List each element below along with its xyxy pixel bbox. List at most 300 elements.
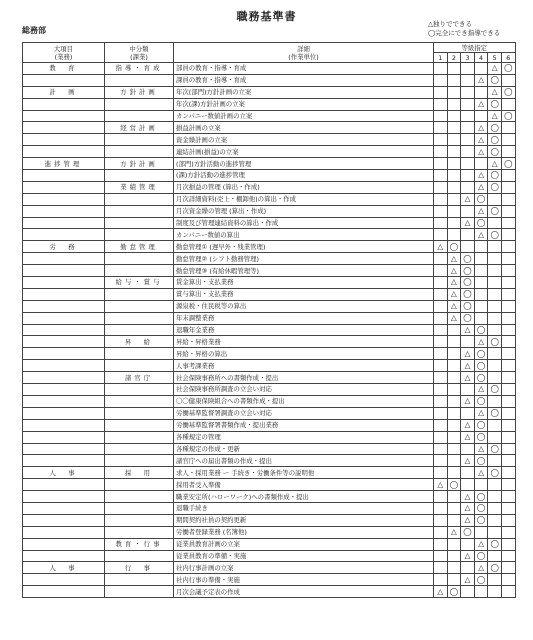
table-body xyxy=(23,63,516,598)
major-category-cell xyxy=(23,193,105,205)
minor-category-cell: 指導・育成 xyxy=(105,63,174,75)
grade-2-mark xyxy=(447,443,461,455)
minor-category-cell xyxy=(105,265,174,277)
major-category-cell: 教 育 xyxy=(23,63,105,75)
grade-1-mark xyxy=(434,526,448,538)
grade-4-mark xyxy=(474,300,488,312)
grade-3-mark xyxy=(461,98,475,110)
minor-category-cell: 方針計画 xyxy=(105,158,174,170)
grade-4-mark: △ xyxy=(474,407,488,419)
grade-2-mark xyxy=(447,181,461,193)
minor-category-cell xyxy=(105,300,174,312)
major-category-cell xyxy=(23,455,105,467)
major-category-cell xyxy=(23,134,105,146)
legend-item-teach: ◯完全にでき指導できる xyxy=(428,29,501,37)
grade-3-mark: △ xyxy=(461,419,475,431)
grade-4-mark xyxy=(474,241,488,253)
grade-5-mark xyxy=(488,550,502,562)
minor-category-cell xyxy=(105,253,174,265)
header-minor: 中分類 (課業) xyxy=(105,43,174,63)
table-row xyxy=(23,63,516,75)
table-row xyxy=(23,229,516,241)
grade-2-mark: ◯ xyxy=(447,479,461,491)
major-category-cell xyxy=(23,277,105,289)
grade-2-mark xyxy=(447,122,461,134)
grade-5-mark xyxy=(488,586,502,598)
detail-cell: (課)方針活動の進捗管理 xyxy=(174,170,434,182)
minor-category-cell xyxy=(105,170,174,182)
page-title: 職務基準書 xyxy=(236,10,297,23)
major-category-cell xyxy=(23,324,105,336)
grade-2-mark xyxy=(447,98,461,110)
table-row xyxy=(23,122,516,134)
grade-1-mark xyxy=(434,205,448,217)
grade-2-mark xyxy=(447,419,461,431)
grade-2-mark: △ xyxy=(447,312,461,324)
grade-6-mark xyxy=(501,324,515,336)
grade-4-mark xyxy=(474,63,488,75)
detail-cell: 各種規定の作成・更新 xyxy=(174,443,434,455)
grade-6-mark xyxy=(501,455,515,467)
header-level-2: 2 xyxy=(447,53,461,63)
legend-item-solo: △独りでできる xyxy=(428,20,472,28)
grade-4-mark: △ xyxy=(474,443,488,455)
major-category-cell xyxy=(23,300,105,312)
grade-4-mark: △ xyxy=(474,181,488,193)
minor-category-cell xyxy=(105,479,174,491)
grade-6-mark xyxy=(501,217,515,229)
grade-6-mark xyxy=(501,312,515,324)
grade-4-mark xyxy=(474,479,488,491)
detail-cell: 社内行事計画の立案 xyxy=(174,562,434,574)
major-category-cell: 人 事 xyxy=(23,562,105,574)
table-row xyxy=(23,74,516,86)
grade-1-mark xyxy=(434,348,448,360)
table-row xyxy=(23,336,516,348)
major-category-cell xyxy=(23,288,105,300)
grade-2-mark xyxy=(447,550,461,562)
grade-1-mark xyxy=(434,217,448,229)
minor-category-cell xyxy=(105,550,174,562)
grade-4-mark: ◯ xyxy=(474,502,488,514)
detail-cell: 課員の教育・指導・育成 xyxy=(174,74,434,86)
table-row xyxy=(23,241,516,253)
table-row xyxy=(23,110,516,122)
grade-3-mark: ◯ xyxy=(461,526,475,538)
grade-3-mark: △ xyxy=(461,431,475,443)
major-category-cell xyxy=(23,122,105,134)
grade-6-mark: ◯ xyxy=(501,86,515,98)
minor-category-cell xyxy=(105,312,174,324)
minor-category-cell xyxy=(105,526,174,538)
grade-2-mark: ◯ xyxy=(447,241,461,253)
header-level-3: 3 xyxy=(461,53,475,63)
grade-2-mark xyxy=(447,502,461,514)
minor-category-cell xyxy=(105,74,174,86)
grade-1-mark xyxy=(434,181,448,193)
grade-1-mark xyxy=(434,372,448,384)
grade-3-mark: △ xyxy=(461,360,475,372)
detail-cell: 人事考課業務 xyxy=(174,360,434,372)
minor-category-cell xyxy=(105,193,174,205)
grade-4-mark: ◯ xyxy=(474,348,488,360)
major-category-cell xyxy=(23,479,105,491)
minor-category-cell xyxy=(105,419,174,431)
grade-1-mark xyxy=(434,63,448,75)
grade-6-mark xyxy=(501,348,515,360)
grade-1-mark xyxy=(434,514,448,526)
grade-3-mark xyxy=(461,181,475,193)
grade-6-mark xyxy=(501,181,515,193)
grade-4-mark xyxy=(474,277,488,289)
detail-cell: 月次資金繰の管理 (算出・作成) xyxy=(174,205,434,217)
grade-2-mark xyxy=(447,229,461,241)
grade-6-mark xyxy=(501,205,515,217)
detail-cell: 賞与算出・支払業務 xyxy=(174,288,434,300)
grade-1-mark xyxy=(434,229,448,241)
grade-5-mark xyxy=(488,479,502,491)
grade-6-mark xyxy=(501,526,515,538)
grade-3-mark: △ xyxy=(461,324,475,336)
detail-cell: 期間契約社員の契約更新 xyxy=(174,514,434,526)
table-row xyxy=(23,574,516,586)
grade-6-mark xyxy=(501,514,515,526)
minor-category-cell xyxy=(105,229,174,241)
grade-4-mark xyxy=(474,312,488,324)
minor-category-cell xyxy=(105,360,174,372)
grade-1-mark xyxy=(434,336,448,348)
grade-3-mark xyxy=(461,586,475,598)
minor-category-cell: 経営計画 xyxy=(105,122,174,134)
table-row xyxy=(23,586,516,598)
grade-6-mark xyxy=(501,502,515,514)
table-row xyxy=(23,170,516,182)
table-row xyxy=(23,205,516,217)
grade-4-mark: ◯ xyxy=(474,491,488,503)
detail-cell: 年次(課)方針計画の立案 xyxy=(174,98,434,110)
grade-4-mark: △ xyxy=(474,467,488,479)
table-row xyxy=(23,372,516,384)
table-row xyxy=(23,419,516,431)
grade-1-mark xyxy=(434,110,448,122)
detail-cell: 月次会議予定表の作成 xyxy=(174,586,434,598)
grade-2-mark xyxy=(447,431,461,443)
grade-4-mark: ◯ xyxy=(474,514,488,526)
table-row xyxy=(23,86,516,98)
grade-2-mark: △ xyxy=(447,300,461,312)
major-category-cell xyxy=(23,526,105,538)
grade-4-mark: △ xyxy=(474,98,488,110)
grade-2-mark xyxy=(447,193,461,205)
grade-2-mark xyxy=(447,63,461,75)
major-category-cell xyxy=(23,372,105,384)
grade-1-mark xyxy=(434,253,448,265)
major-category-cell xyxy=(23,217,105,229)
detail-cell: 退職年金業務 xyxy=(174,324,434,336)
grade-1-mark xyxy=(434,324,448,336)
grade-1-mark xyxy=(434,86,448,98)
grade-3-mark: △ xyxy=(461,372,475,384)
header-major: 大項目 (業務) xyxy=(23,43,105,63)
grade-1-mark xyxy=(434,146,448,158)
minor-category-cell: 行 事 xyxy=(105,562,174,574)
table-row xyxy=(23,193,516,205)
grade-6-mark xyxy=(501,288,515,300)
grade-1-mark xyxy=(434,538,448,550)
minor-category-cell: 業績管理 xyxy=(105,181,174,193)
detail-cell: 労働者登録業務 (名簿他) xyxy=(174,526,434,538)
grade-5-mark xyxy=(488,217,502,229)
minor-category-cell xyxy=(105,324,174,336)
minor-category-cell xyxy=(105,348,174,360)
grade-2-mark xyxy=(447,372,461,384)
minor-category-cell: 採 用 xyxy=(105,467,174,479)
table-row xyxy=(23,217,516,229)
detail-cell: 各種規定の管理 xyxy=(174,431,434,443)
grade-1-mark xyxy=(434,265,448,277)
major-category-cell: 進捗管理 xyxy=(23,158,105,170)
grade-2-mark xyxy=(447,384,461,396)
grade-5-mark: ◯ xyxy=(488,170,502,182)
major-category-cell xyxy=(23,384,105,396)
grade-3-mark xyxy=(461,158,475,170)
grade-2-mark xyxy=(447,574,461,586)
header-level-4: 4 xyxy=(474,53,488,63)
table-row xyxy=(23,514,516,526)
grade-6-mark xyxy=(501,193,515,205)
grade-5-mark xyxy=(488,372,502,384)
grade-6-mark xyxy=(501,253,515,265)
grade-4-mark: △ xyxy=(474,336,488,348)
table-row xyxy=(23,467,516,479)
grade-6-mark xyxy=(501,443,515,455)
grade-4-mark: ◯ xyxy=(474,372,488,384)
detail-cell: 勤怠管理① (遅早外・残業管理) xyxy=(174,241,434,253)
grade-3-mark xyxy=(461,479,475,491)
detail-cell: 社内行事の準備・実施 xyxy=(174,574,434,586)
minor-category-cell xyxy=(105,574,174,586)
detail-cell: 採用者受入準備 xyxy=(174,479,434,491)
grade-6-mark xyxy=(501,384,515,396)
grade-5-mark: ◯ xyxy=(488,336,502,348)
grade-1-mark xyxy=(434,502,448,514)
grade-6-mark xyxy=(501,562,515,574)
minor-category-cell: 方針計画 xyxy=(105,86,174,98)
grade-1-mark xyxy=(434,300,448,312)
grade-4-mark xyxy=(474,526,488,538)
major-category-cell xyxy=(23,491,105,503)
minor-category-cell xyxy=(105,146,174,158)
detail-cell: 勤怠管理③ (有給休暇管理等) xyxy=(174,265,434,277)
grade-2-mark: ◯ xyxy=(447,586,461,598)
table-row xyxy=(23,550,516,562)
grade-4-mark: △ xyxy=(474,74,488,86)
grade-2-mark: △ xyxy=(447,265,461,277)
grade-3-mark: ◯ xyxy=(461,288,475,300)
grade-4-mark: ◯ xyxy=(474,431,488,443)
detail-cell: 退職手続き xyxy=(174,502,434,514)
grade-5-mark: △ xyxy=(488,158,502,170)
grade-6-mark xyxy=(501,407,515,419)
grade-3-mark: △ xyxy=(461,193,475,205)
major-category-cell xyxy=(23,181,105,193)
grade-4-mark: △ xyxy=(474,538,488,550)
grade-2-mark xyxy=(447,360,461,372)
grade-4-mark: △ xyxy=(474,146,488,158)
grade-3-mark: △ xyxy=(461,550,475,562)
grade-4-mark: ◯ xyxy=(474,395,488,407)
table-row xyxy=(23,324,516,336)
job-standards-table xyxy=(22,42,516,598)
grade-6-mark xyxy=(501,98,515,110)
grade-2-mark xyxy=(447,514,461,526)
department-label: 総務部 xyxy=(22,26,46,35)
grade-3-mark: △ xyxy=(461,455,475,467)
minor-category-cell xyxy=(105,407,174,419)
grade-4-mark: △ xyxy=(474,170,488,182)
table-row xyxy=(23,253,516,265)
grade-4-mark: △ xyxy=(474,562,488,574)
grade-4-mark xyxy=(474,265,488,277)
legend xyxy=(428,20,500,38)
grade-6-mark xyxy=(501,336,515,348)
grade-2-mark: △ xyxy=(447,526,461,538)
grade-4-mark xyxy=(474,253,488,265)
grade-1-mark xyxy=(434,312,448,324)
minor-category-cell xyxy=(105,431,174,443)
grade-4-mark: △ xyxy=(474,134,488,146)
grade-3-mark xyxy=(461,63,475,75)
grade-5-mark: ◯ xyxy=(488,205,502,217)
grade-5-mark: ◯ xyxy=(488,122,502,134)
major-category-cell xyxy=(23,205,105,217)
grade-1-mark xyxy=(434,443,448,455)
grade-3-mark: △ xyxy=(461,514,475,526)
detail-cell: 損益計画の立案 xyxy=(174,122,434,134)
detail-cell: 昇給・昇格の算出 xyxy=(174,348,434,360)
grade-6-mark xyxy=(501,241,515,253)
grade-5-mark xyxy=(488,312,502,324)
detail-cell: 社会保険事務所調査の立会い対応 xyxy=(174,384,434,396)
minor-category-cell: 給与・賞与 xyxy=(105,277,174,289)
grade-2-mark: △ xyxy=(447,253,461,265)
grade-3-mark xyxy=(461,122,475,134)
minor-category-cell xyxy=(105,491,174,503)
grade-4-mark xyxy=(474,86,488,98)
grade-3-mark: △ xyxy=(461,502,475,514)
minor-category-cell xyxy=(105,443,174,455)
table-row xyxy=(23,443,516,455)
detail-cell: 賃金算出・支払業務 xyxy=(174,277,434,289)
major-category-cell xyxy=(23,146,105,158)
grade-1-mark xyxy=(434,158,448,170)
grade-2-mark xyxy=(447,538,461,550)
grade-2-mark xyxy=(447,562,461,574)
major-category-cell xyxy=(23,110,105,122)
grade-1-mark xyxy=(434,98,448,110)
grade-4-mark: ◯ xyxy=(474,550,488,562)
detail-cell: 制度及び管理連結資料の算出・作成 xyxy=(174,217,434,229)
grade-5-mark: ◯ xyxy=(488,134,502,146)
major-category-cell xyxy=(23,74,105,86)
minor-category-cell xyxy=(105,384,174,396)
table-row xyxy=(23,134,516,146)
grade-3-mark: ◯ xyxy=(461,300,475,312)
grade-2-mark xyxy=(447,407,461,419)
major-category-cell: 労 務 xyxy=(23,241,105,253)
detail-cell: 労働基準監督署書類作成・提出業務 xyxy=(174,419,434,431)
minor-category-cell xyxy=(105,98,174,110)
grade-6-mark: ◯ xyxy=(501,63,515,75)
grade-6-mark xyxy=(501,300,515,312)
grade-5-mark xyxy=(488,574,502,586)
grade-4-mark: △ xyxy=(474,205,488,217)
grade-3-mark: ◯ xyxy=(461,253,475,265)
grade-5-mark xyxy=(488,431,502,443)
grade-6-mark xyxy=(501,372,515,384)
major-category-cell xyxy=(23,336,105,348)
grade-1-mark xyxy=(434,193,448,205)
grade-2-mark xyxy=(447,336,461,348)
header-level-1: 1 xyxy=(434,53,448,63)
grade-5-mark: ◯ xyxy=(488,229,502,241)
grade-5-mark: ◯ xyxy=(488,74,502,86)
header-detail: 詳細 (作業単位) xyxy=(174,43,434,63)
minor-category-cell xyxy=(105,514,174,526)
grade-6-mark: ◯ xyxy=(501,110,515,122)
minor-category-cell: 諸官庁 xyxy=(105,372,174,384)
detail-cell: 月次損益の管理 (算出・作成) xyxy=(174,181,434,193)
minor-category-cell xyxy=(105,395,174,407)
grade-1-mark xyxy=(434,491,448,503)
grade-1-mark xyxy=(434,74,448,86)
grade-5-mark xyxy=(488,253,502,265)
minor-category-cell: 昇 給 xyxy=(105,336,174,348)
minor-category-cell xyxy=(105,455,174,467)
grade-4-mark: ◯ xyxy=(474,419,488,431)
grade-1-mark xyxy=(434,360,448,372)
grade-3-mark xyxy=(461,407,475,419)
grade-3-mark xyxy=(461,74,475,86)
table-row xyxy=(23,384,516,396)
grade-1-mark xyxy=(434,170,448,182)
detail-cell: 社会保険事務所への書類作成・提出 xyxy=(174,372,434,384)
grade-2-mark xyxy=(447,491,461,503)
table-row xyxy=(23,277,516,289)
grade-6-mark xyxy=(501,550,515,562)
detail-cell: 労働基準監督署調査の立会い対応 xyxy=(174,407,434,419)
grade-4-mark: △ xyxy=(474,229,488,241)
table-row xyxy=(23,431,516,443)
grade-5-mark xyxy=(488,455,502,467)
grade-5-mark: ◯ xyxy=(488,407,502,419)
grade-4-mark xyxy=(474,158,488,170)
grade-1-mark xyxy=(434,122,448,134)
grade-5-mark xyxy=(488,419,502,431)
grade-5-mark: △ xyxy=(488,63,502,75)
detail-cell: 連結計画(損益)の立案 xyxy=(174,146,434,158)
grade-6-mark xyxy=(501,586,515,598)
major-category-cell xyxy=(23,514,105,526)
grade-5-mark xyxy=(488,288,502,300)
table-row xyxy=(23,407,516,419)
major-category-cell xyxy=(23,586,105,598)
major-category-cell xyxy=(23,407,105,419)
grade-2-mark xyxy=(447,146,461,158)
grade-3-mark: △ xyxy=(461,395,475,407)
detail-cell: (部門)方針活動の進捗管理 xyxy=(174,158,434,170)
table-row xyxy=(23,98,516,110)
